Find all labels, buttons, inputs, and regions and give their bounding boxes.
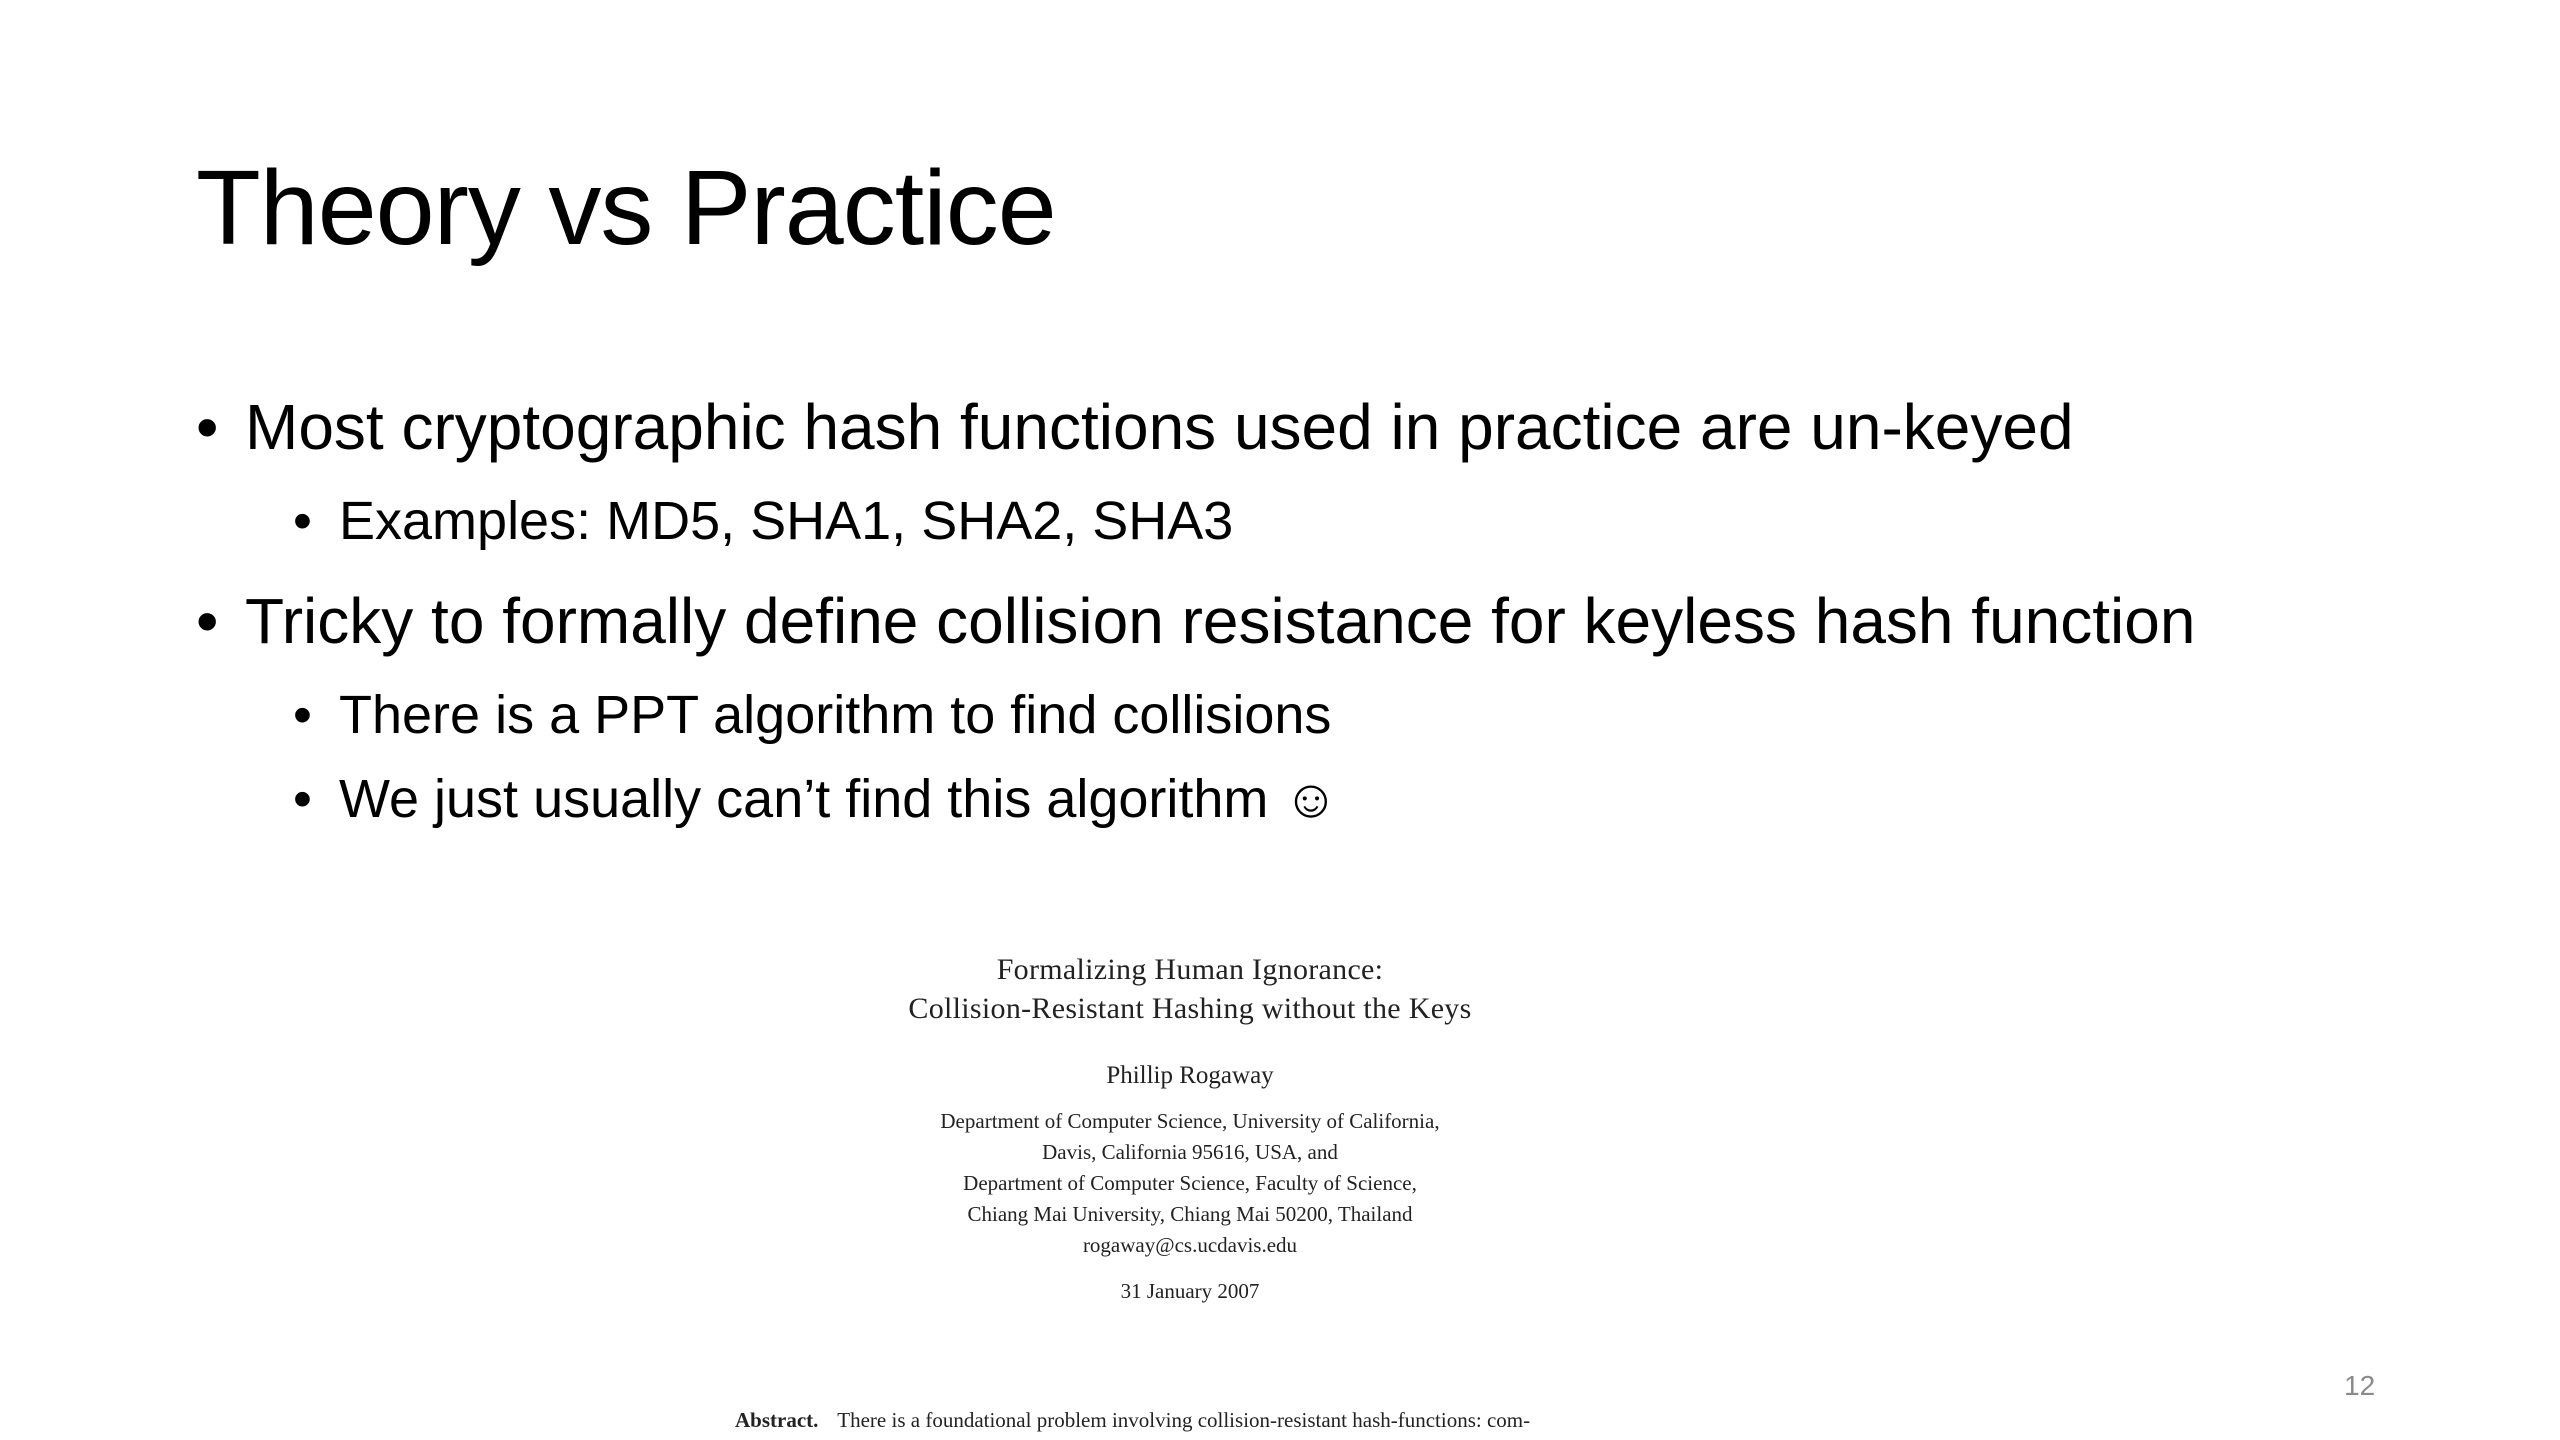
bullet-text: Most cryptographic hash functions used in practice are un-keyed <box>245 391 2074 463</box>
affiliation-line: Chiang Mai University, Chiang Mai 50200, Thailand <box>967 1202 1413 1226</box>
sub-bullet-item <box>293 768 1339 830</box>
paper-title-line2: Collision-Resistant Hashing without the Keys <box>908 992 1472 1025</box>
page-number: 12 <box>2344 1370 2376 1401</box>
affiliation-line: Department of Computer Science, University of California, <box>940 1109 1440 1133</box>
paper-title-line1: Formalizing Human Ignorance: <box>996 953 1384 986</box>
bullet-dot: • <box>196 585 219 657</box>
affiliation-line: Davis, California 95616, USA, and <box>1042 1140 1338 1164</box>
sub-bullet-item <box>293 684 1331 746</box>
bullet-dot: • <box>196 391 219 463</box>
paper-excerpt <box>560 950 1820 1304</box>
bullet-item <box>196 390 2074 464</box>
paper-author: Phillip Rogaway <box>1106 1062 1274 1089</box>
bullet-dot: • <box>293 769 312 829</box>
sub-bullet-text: There is a PPT algorithm to find collisions <box>339 685 1332 745</box>
sub-bullet-text: We just usually can’t find this algorithm ☺ <box>339 769 1339 829</box>
sub-bullet-text: Examples: MD5, SHA1, SHA2, SHA3 <box>339 491 1234 551</box>
affiliation-line: Department of Computer Science, Faculty of Science, <box>963 1171 1417 1195</box>
paper-date: 31 January 2007 <box>1120 1279 1260 1303</box>
paper-affiliation <box>560 1106 1820 1261</box>
bullet-text: Tricky to formally define collision resistance for keyless hash function <box>245 585 2196 657</box>
abstract-label: Abstract. <box>735 1408 819 1432</box>
bullet-item <box>196 584 2195 658</box>
slide-title: Theory vs Practice <box>196 149 1056 267</box>
sub-bullet-item <box>293 490 1233 552</box>
paper-abstract <box>735 1408 1530 1433</box>
abstract-text: There is a foundational problem involving collision-resistant hash-functions: com- <box>837 1408 1531 1432</box>
author-email: rogaway@cs.ucdavis.edu <box>1082 1233 1298 1257</box>
bullet-dot: • <box>293 491 312 551</box>
bullet-dot: • <box>293 685 312 745</box>
